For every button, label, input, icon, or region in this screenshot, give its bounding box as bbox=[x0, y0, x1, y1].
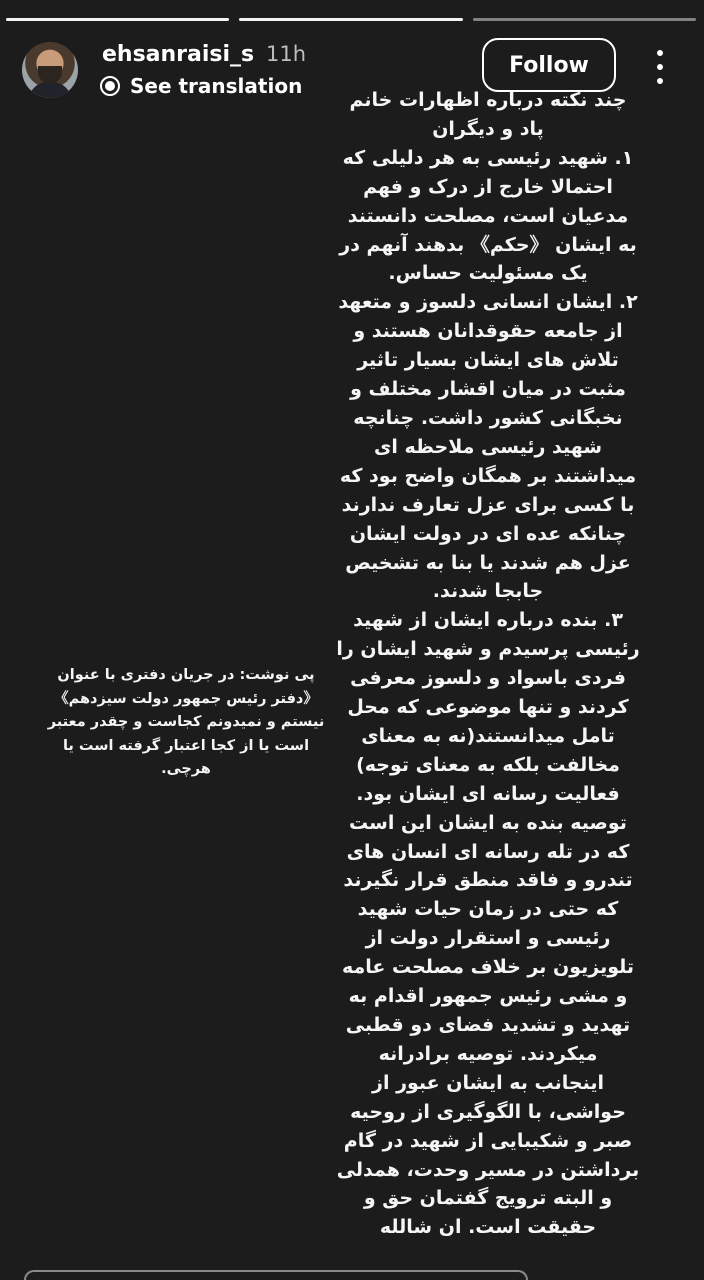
story-main-text: چند نکته درباره اظهارات خانم پاد و دیگران ۱. شهید رئیسی به هر دلیلی که احتمالا خارج از درک و فهم مدعیان است، مصلحت دانستند به ایشان 《حکم》 بدهند آنهم در یک مسئولیت حساس. ۲. ایشان انسانی دلسوز و متعهد از جامعه حقوقدانان هستند و تلاش های ایشان بسیار تاثیر مثبت در میان اقشار مختلف و نخبگانی کشور داشت. چنانچه شهید رئیسی ملاحظه ای میداشتند بر همگان واضح بود که با کسی برای عزل تعارف ندارند چنانکه عده ای در دولت ایشان عزل هم شدند یا بنا به تشخیص جابجا شدند. ۳. بنده درباره ایشان از شهید رئیسی پرسیدم و شهید ایشان را فردی باسواد و دلسوز معرفی کردند و تنها موضوعی که محل تامل میدانستند(نه به معنای مخالفت بلکه به معنای توجه) فعالیت رسانه ای ایشان بود. توصیه بنده به ایشان این است که در تله رسانه ای انسان های تندرو و فاقد منطق قرار نگیرند که حتی در زمان حیات شهید رئیسی و استقرار دولت از تلویزیون بر خلاف مصلحت عامه و مشی رئیس جمهور اقدام به تهدید و تشدید فضای دو قطبی میکردند. توصیه برادرانه اینجانب به ایشان عبور از حواشی، با الگوگیری از روحیه صبر و شکیبایی از شهید در گام برداشتن در مسیر وحدت، همدلی و البته ترویج گفتمان حق و حقیقت است. ان شالله bbox=[336, 89, 640, 1239]
story-progress-segment bbox=[239, 18, 462, 21]
story-progress-bar bbox=[6, 18, 696, 22]
see-translation-label: See translation bbox=[130, 74, 303, 98]
story-progress-segment bbox=[473, 18, 696, 21]
see-translation-button[interactable] bbox=[100, 74, 302, 98]
reply-bar-edge bbox=[24, 1270, 528, 1280]
avatar[interactable] bbox=[22, 42, 78, 98]
vertical-ellipsis-icon[interactable] bbox=[648, 50, 672, 84]
avatar-body bbox=[28, 82, 72, 98]
username[interactable]: ehsanraisi_s bbox=[102, 42, 255, 67]
story-side-note: پی نوشت: در جریان دفتری با عنوان 《دفتر رئیس جمهور دولت سیزدهم》 نیستم و نمیدونم کجاست و چقدر معتبر است یا از کجا اعتبار گرفته است یا هرچی. bbox=[47, 667, 325, 777]
translate-icon bbox=[100, 76, 120, 96]
story-progress-segment bbox=[6, 18, 229, 21]
avatar-face bbox=[38, 66, 62, 84]
post-time: 11h bbox=[266, 42, 307, 66]
follow-button[interactable]: Follow bbox=[482, 38, 616, 92]
